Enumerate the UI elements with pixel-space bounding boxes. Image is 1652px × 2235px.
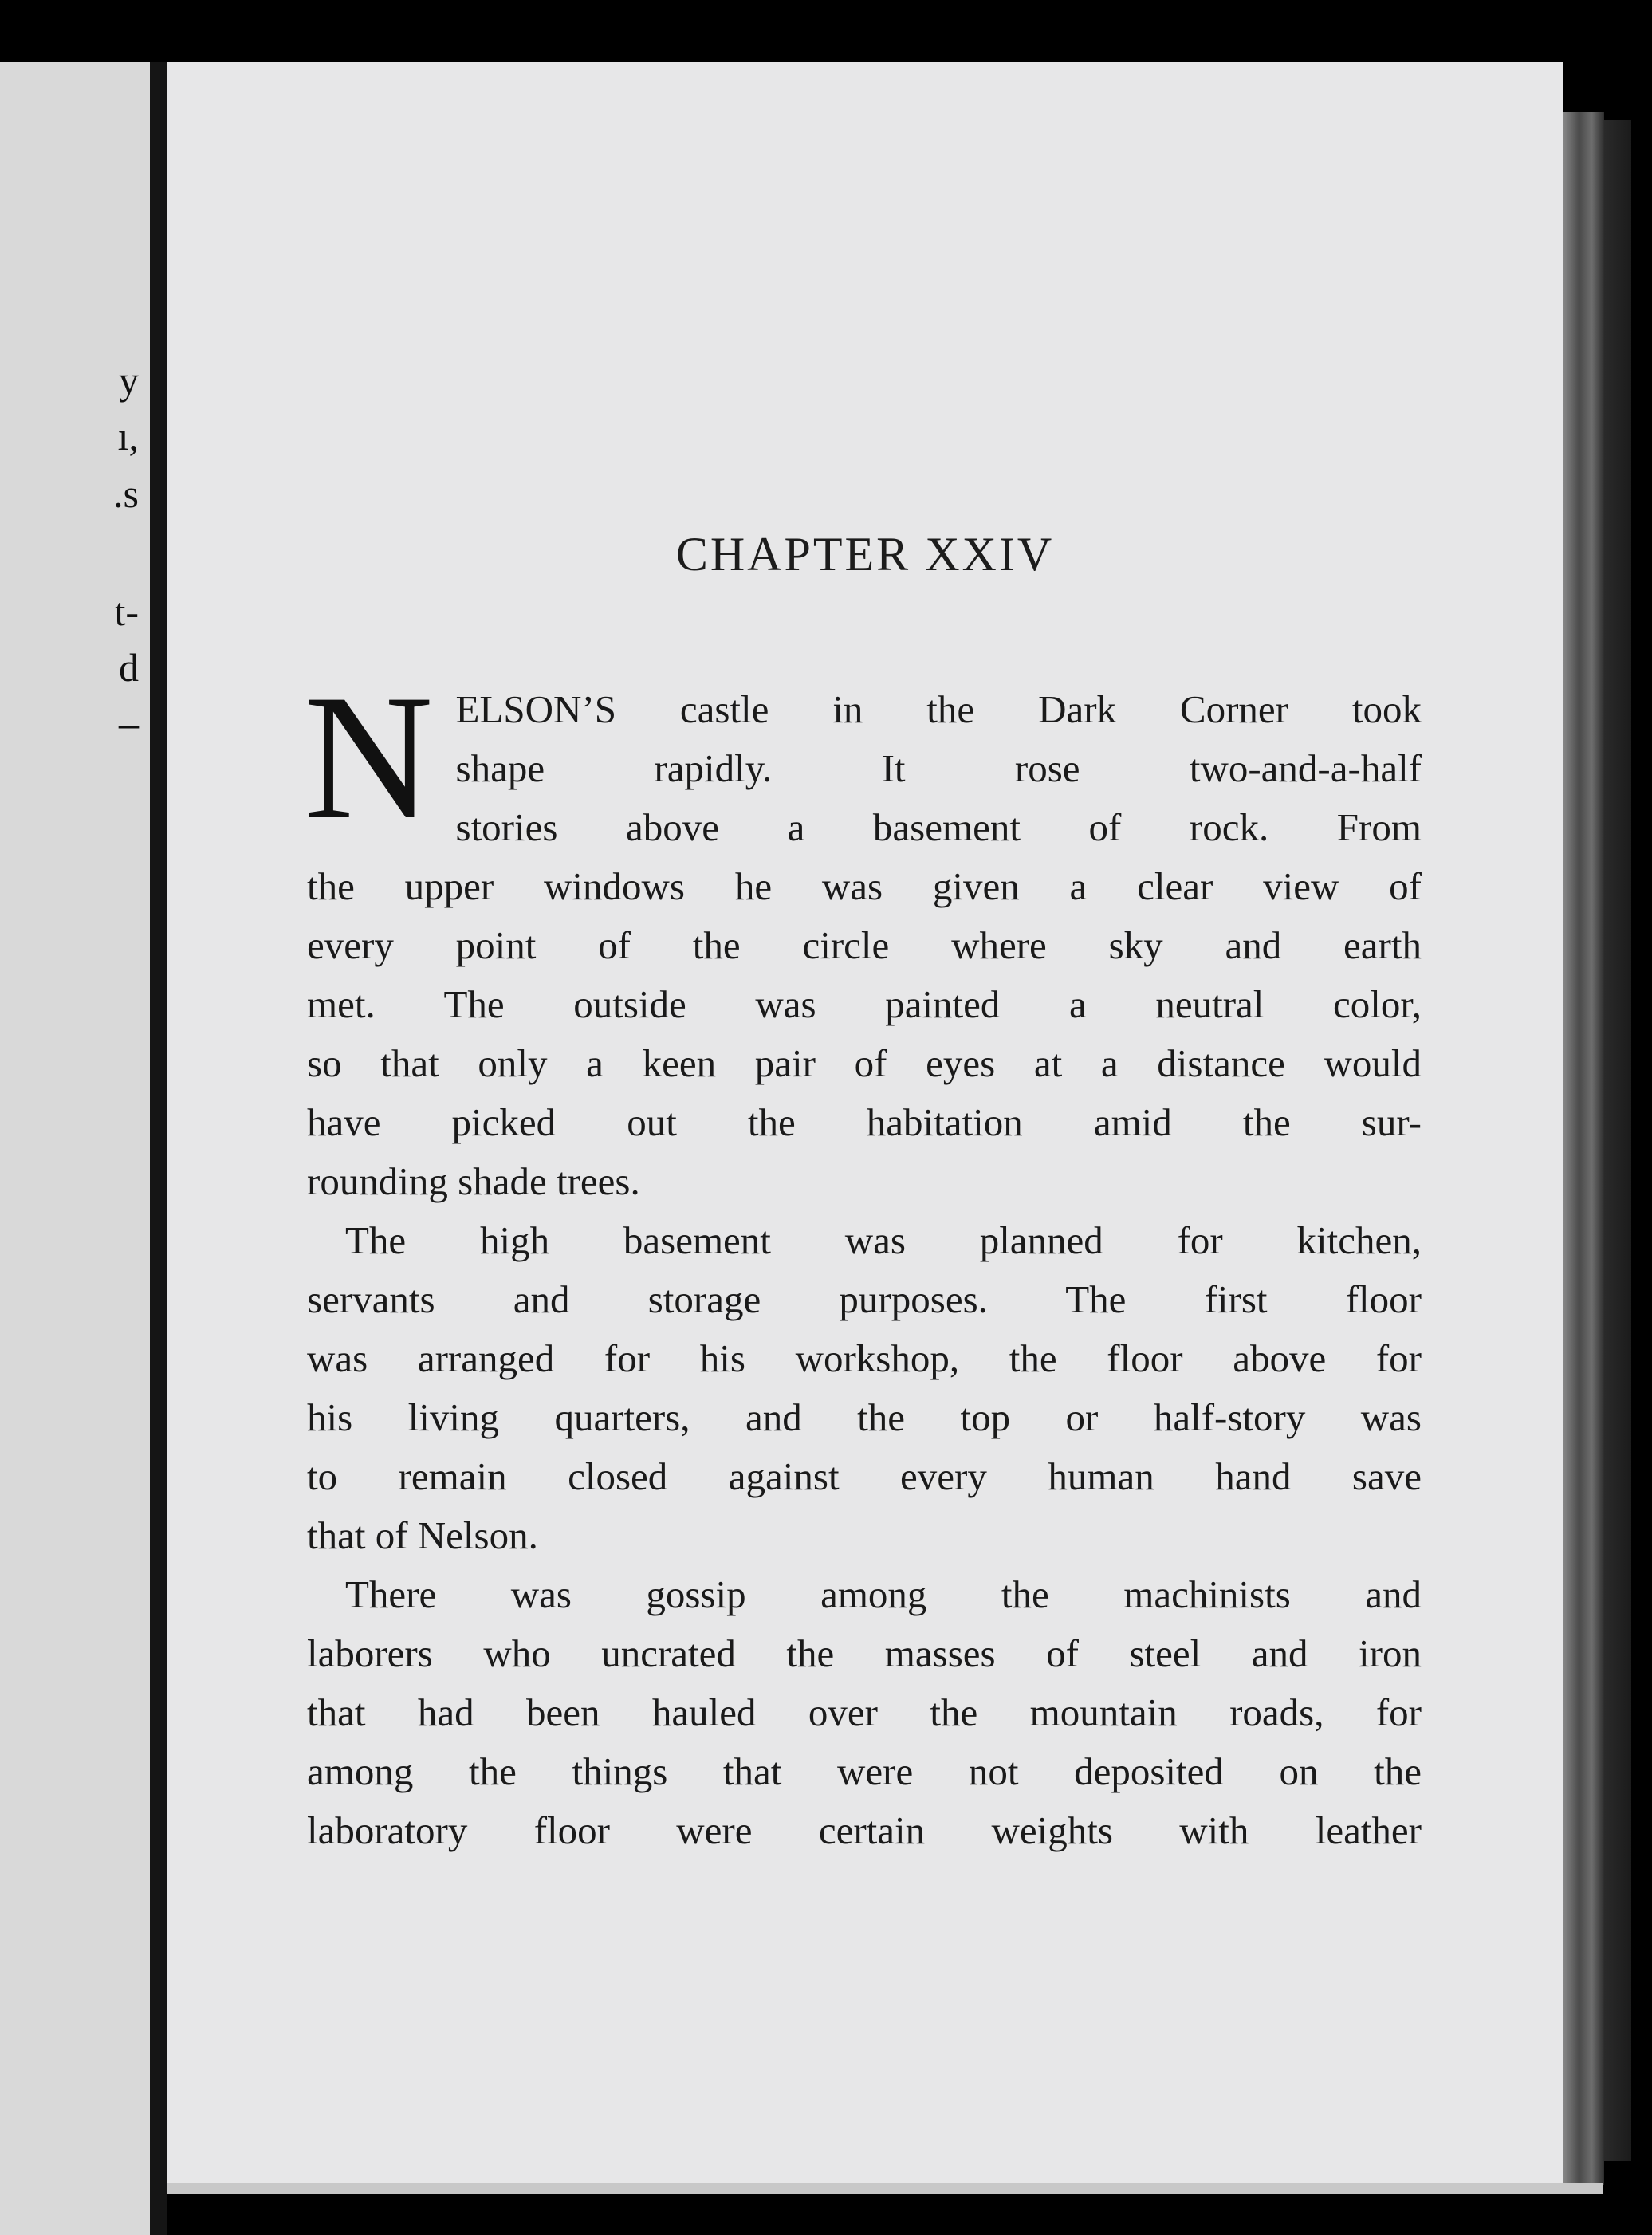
text-line: among the things that were not deposited on the (307, 1749, 1422, 1793)
book-cover-edge (1604, 120, 1631, 2161)
text-line: rounding shade trees. (307, 1159, 640, 1203)
text-line: every point of the circle where sky and earth (307, 923, 1422, 967)
text-line: The high basement was planned for kitchen, (345, 1218, 1422, 1262)
book-page (167, 62, 1563, 2183)
page-stack-edge (1563, 112, 1604, 2185)
drop-cap: N (304, 657, 434, 856)
text-line: to remain closed against every human hand save (307, 1454, 1422, 1498)
previous-page-edge (0, 62, 150, 2235)
text-line: shape rapidly. It rose two-and-a-half (455, 746, 1422, 790)
text-line: was arranged for his workshop, the floor above for (307, 1336, 1422, 1380)
previous-page-fragment: d (119, 645, 139, 690)
text-line: met. The outside was painted a neutral color, (307, 982, 1422, 1026)
book-gutter (150, 62, 167, 2235)
text-line: laboratory floor were certain weights with leather (307, 1808, 1422, 1852)
text-line: servants and storage purposes. The first floor (307, 1277, 1422, 1321)
text-line: that of Nelson. (307, 1513, 538, 1557)
text-line: stories above a basement of rock. From (455, 805, 1422, 849)
text-line: laborers who uncrated the masses of steel and iron (307, 1631, 1422, 1675)
previous-page-fragment: y (119, 358, 139, 403)
text-line: There was gossip among the machinists and (345, 1572, 1422, 1616)
text-line: ELSON’S castle in the Dark Corner took (455, 687, 1422, 731)
previous-page-fragment: t- (114, 589, 139, 634)
page-bottom-edge (167, 2183, 1603, 2194)
paragraph-2 (307, 1211, 1422, 1565)
paragraph-1 (304, 657, 1422, 1211)
previous-page-fragment: .s (113, 471, 139, 516)
chapter-title: CHAPTER XXIV (675, 528, 1055, 580)
text-line: his living quarters, and the top or half-story was (307, 1395, 1422, 1439)
text-line: that had been hauled over the mountain roads, for (307, 1690, 1422, 1734)
previous-page-fragment: ı, (117, 414, 139, 458)
previous-page-fragment: – (119, 701, 139, 746)
paragraph-3 (307, 1565, 1422, 1860)
text-line: so that only a keen pair of eyes at a distance would (307, 1041, 1422, 1085)
text-line: the upper windows he was given a clear view of (307, 864, 1422, 908)
body-text (304, 657, 1422, 1860)
text-line: have picked out the habitation amid the sur- (307, 1100, 1422, 1144)
